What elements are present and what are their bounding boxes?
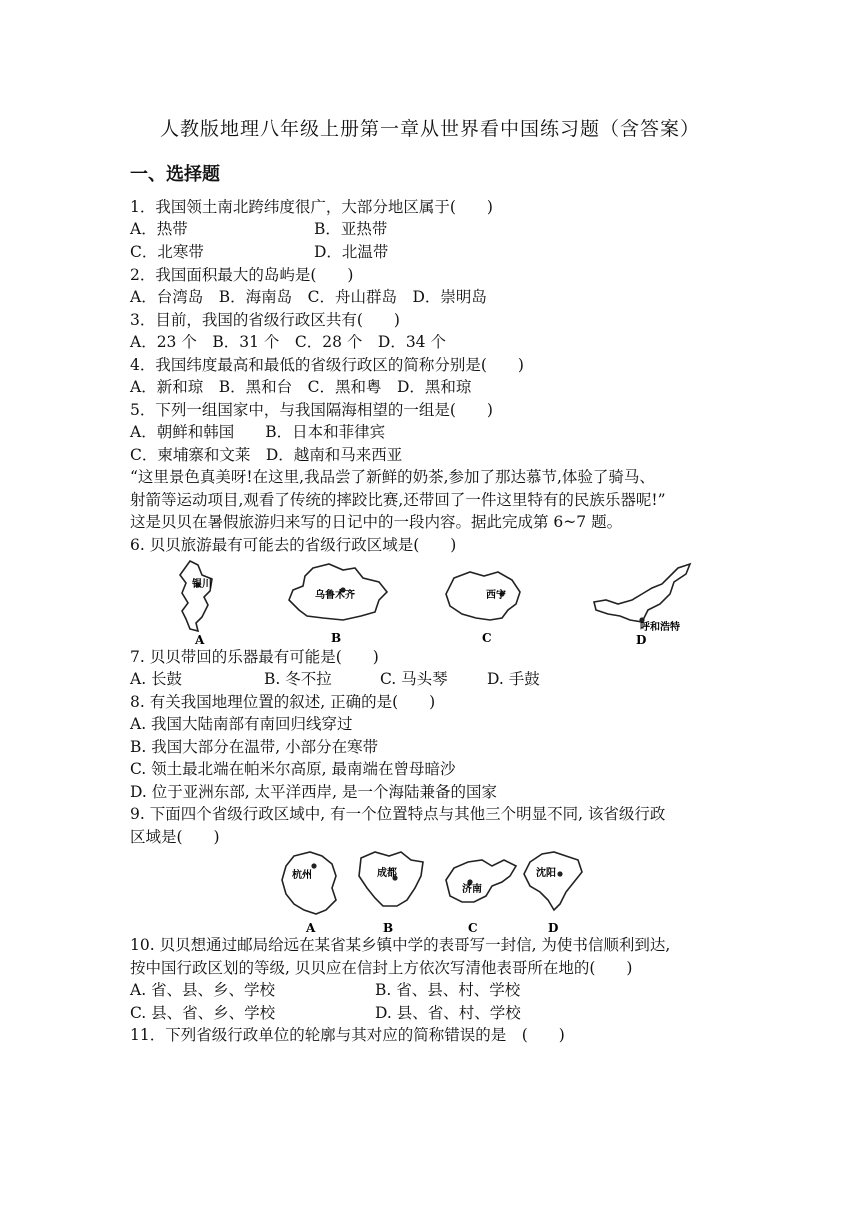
option-d: D．北温带 (314, 243, 389, 261)
map-city-label: 乌鲁木齐 (315, 590, 355, 601)
map-city-label: 杭州 (292, 870, 312, 881)
option-b: B．亚热带 (314, 220, 388, 238)
question-4-stem: 4．我国纬度最高和最低的省级行政区的简称分别是( ) (130, 356, 524, 374)
question-9-stem-line-2: 区域是( ) (130, 828, 220, 846)
map-city-label: 济南 (462, 884, 482, 895)
map-city-label: 沈阳 (536, 868, 556, 879)
passage-line-2: 射箭等运动项目,观看了传统的摔跤比赛,还带回了一件这里特有的民族乐器呢!” (130, 491, 666, 509)
question-3-stem: 3．目前，我国的省级行政区共有( ) (130, 311, 400, 329)
question-2-stem: 2．我国面积最大的岛屿是( ) (130, 266, 354, 284)
document-title: 人教版地理八年级上册第一章从世界看中国练习题（含答案） (159, 118, 700, 140)
question-1-stem: 1．我国领土南北跨纬度很广，大部分地区属于( ) (130, 198, 493, 216)
question-5-options-row2: C．柬埔寨和文莱 D．越南和马来西亚 (130, 446, 403, 464)
option-a: A. 长鼓 (130, 670, 183, 688)
passage-line-1: “这里景色真美呀!在这里,我品尝了新鲜的奶茶,参加了那达慕节,体验了骑马、 (130, 468, 655, 486)
question-6-stem: 6. 贝贝旅游最有可能去的省级行政区域是( ) (130, 536, 457, 554)
option-a: A. 省、县、乡、学校 (130, 981, 276, 999)
question-4-options: A．新和琼 B．黑和台 C．黑和粤 D．黑和琼 (130, 378, 472, 396)
map-letter: D (636, 633, 647, 647)
map-letter: B (383, 921, 394, 935)
question-3-options: A．23 个 B．31 个 C．28 个 D．34 个 (130, 333, 446, 351)
question-8-stem: 8. 有关我国地理位置的叙述, 正确的是( ) (130, 693, 436, 711)
question-5-stem: 5．下列一组国家中，与我国隔海相望的一组是( ) (130, 401, 493, 419)
question-5-options-row1: A．朝鲜和韩国 B．日本和菲律宾 (130, 423, 386, 441)
map-qinghai (440, 566, 530, 646)
question-11-stem: 11．下列省级行政单位的轮廓与其对应的简称错误的是 ( ) (130, 1026, 565, 1044)
option-b: B. 冬不拉 (264, 670, 332, 688)
question-8-option-a: A. 我国大陆南部有南回归线穿过 (130, 715, 353, 733)
option-b: B. 省、县、村、学校 (375, 981, 521, 999)
map-neimenggu (590, 560, 700, 646)
map-ningxia (168, 557, 228, 645)
map-letter: A (306, 921, 316, 935)
map-city-label: 呼和浩特 (640, 622, 680, 633)
map-sichuan (353, 848, 433, 934)
passage-line-3: 这是贝贝在暑假旅游归来写的日记中的一段内容。据此完成第 6~7 题。 (130, 513, 623, 531)
map-liaoning (520, 848, 586, 934)
map-letter: C (468, 921, 478, 935)
option-d: D. 县、省、村、学校 (375, 1004, 521, 1022)
map-city-label: 成都 (377, 868, 397, 879)
map-zhejiang (276, 848, 348, 934)
map-city-label: 西宁 (486, 590, 506, 601)
question-8-option-c: C. 领土最北端在帕米尔高原, 最南端在曾母暗沙 (130, 760, 456, 778)
question-8-option-d: D. 位于亚洲东部, 太平洋西岸, 是一个海陆兼备的国家 (130, 783, 497, 801)
section-heading: 一、选择题 (130, 164, 220, 185)
question-2-options: A．台湾岛 B．海南岛 C．舟山群岛 D．崇明岛 (130, 288, 487, 306)
option-c: C．北寒带 (130, 243, 204, 261)
map-shandong (440, 852, 520, 934)
map-letter: D (548, 921, 559, 935)
option-d: D. 手鼓 (487, 670, 540, 688)
question-9-stem-line-1: 9. 下面四个省级行政区域中, 有一个位置特点与其他三个明显不同, 该省级行政 (130, 805, 666, 823)
question-10-stem-line-1: 10. 贝贝想通过邮局给远在某省某乡镇中学的表哥写一封信, 为使书信顺利到达, (130, 936, 671, 954)
option-c: C. 马头琴 (380, 670, 448, 688)
question-10-stem-line-2: 按中国行政区划的等级, 贝贝应在信封上方依次写清他表哥所在地的( ) (130, 959, 633, 977)
map-letter: A (195, 633, 205, 647)
map-city-label: 银川 (192, 579, 212, 590)
map-xinjiang (283, 560, 391, 644)
map-letter: B (331, 631, 342, 645)
map-letter: C (482, 631, 492, 645)
option-a: A．热带 (130, 220, 188, 238)
question-7-stem: 7. 贝贝带回的乐器最有可能是( ) (130, 648, 379, 666)
question-8-option-b: B. 我国大部分在温带, 小部分在寒带 (130, 738, 379, 756)
option-c: C. 县、省、乡、学校 (130, 1004, 276, 1022)
